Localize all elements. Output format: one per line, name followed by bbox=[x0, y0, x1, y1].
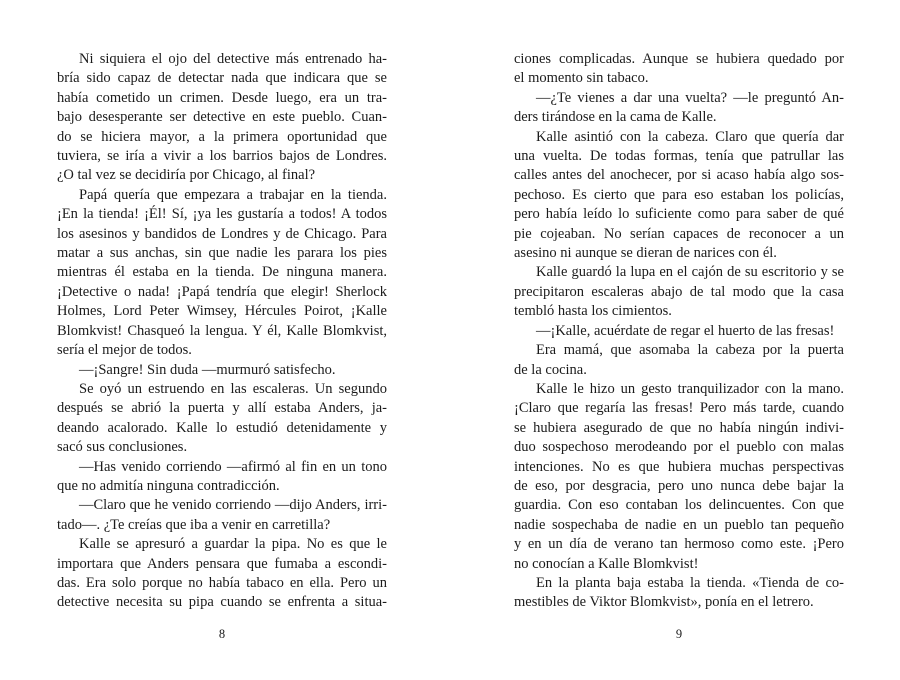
paragraph bbox=[514, 89, 844, 128]
text-line: —Claro que he venido corriendo —dijo Anders, irri- bbox=[79, 497, 387, 514]
paragraph bbox=[57, 380, 387, 458]
text-line: bría sido capaz de detectar nada que indicara que se bbox=[57, 70, 387, 87]
text-line: —Has venido corriendo —afirmó al fin en un tono bbox=[79, 458, 387, 475]
text-line: de la cocina. bbox=[514, 361, 587, 378]
text-line: ciones complicadas. Aunque se hubiera quedado por bbox=[514, 51, 844, 67]
paragraph bbox=[514, 263, 844, 321]
page-right-text bbox=[514, 50, 844, 613]
text-line: Kalle asintió con la cabeza. Claro que quería dar bbox=[536, 128, 844, 145]
text-line: tuviera, se iría a vivir a los barrios bajos de Londres. bbox=[57, 148, 387, 165]
text-line: Kalle le hizo un gesto tranquilizador con la mano. bbox=[536, 380, 844, 397]
paragraph bbox=[57, 50, 387, 186]
text-line: do se hiciera mayor, a la primera oportunidad que bbox=[57, 128, 387, 145]
text-line: y en un día de verano tan hermoso como este. ¡Pero bbox=[514, 536, 844, 553]
text-line: nadie sospechaba de nadie en un pueblo tan pequeño bbox=[514, 516, 844, 533]
text-line: el momento sin tabaco. bbox=[514, 70, 649, 87]
text-line: sería el mejor de todos. bbox=[57, 342, 192, 359]
page-number-left: 8 bbox=[218, 627, 226, 641]
text-line: deando acalorado. Kalle lo estudió detenidamente y bbox=[57, 419, 387, 436]
text-line: se hubiera asegurado de que no había ningún indivi- bbox=[514, 419, 844, 436]
text-line: ¡En la tienda! ¡Él! Sí, ¡ya les gustaría a todos! A todos bbox=[57, 206, 387, 223]
text-line: Ni siquiera el ojo del detective más entrenado ha- bbox=[79, 51, 387, 67]
text-line: había cometido un crimen. Desde luego, era un tra- bbox=[57, 89, 387, 106]
text-line: pero había leído lo suficiente como para saber de qué bbox=[514, 206, 844, 223]
text-line: Holmes, Lord Peter Wimsey, Hércules Poirot, ¡Kalle bbox=[57, 303, 387, 320]
text-line: de eso, por desgracia, pero uno nunca debe bajar la bbox=[514, 477, 844, 494]
paragraph bbox=[514, 322, 844, 341]
text-line: —¡Kalle, acuérdate de regar el huerto de las fresas! bbox=[536, 322, 835, 339]
text-line: duo sospechoso merodeando por el pueblo con malas bbox=[514, 439, 844, 456]
text-line: tembló hasta los cimientos. bbox=[514, 303, 672, 320]
text-line: intenciones. No es que hubiera muchas perspectivas bbox=[514, 458, 844, 475]
paragraph bbox=[57, 186, 387, 361]
text-line: precipitaron escaleras abajo de tal modo que la casa bbox=[514, 283, 844, 300]
text-line: ¡Claro que regaría las fresas! Pero más tarde, cuando bbox=[514, 400, 844, 417]
text-line: ders tirándose en la cama de Kalle. bbox=[514, 109, 717, 126]
text-line: —¡Sangre! Sin duda —murmuró satisfecho. bbox=[79, 361, 336, 378]
text-line: los asesinos y bandidos de Londres y de Chicago. Para bbox=[57, 225, 387, 242]
text-line: bajo desesperante ser detective en este pueblo. Cuan- bbox=[57, 109, 387, 126]
text-line: Kalle guardó la lupa en el cajón de su escritorio y se bbox=[536, 264, 844, 281]
paragraph bbox=[514, 341, 844, 380]
text-line: mestibles de Viktor Blomkvist», ponía en el letrero. bbox=[514, 594, 814, 611]
text-line: pechoso. Es cierto que para eso estaban los policías, bbox=[514, 186, 844, 203]
text-line: matar a sus anchas, sin que nadie les parara los pies bbox=[57, 245, 387, 262]
text-line: que no admitía ninguna contradicción. bbox=[57, 477, 280, 494]
text-line: Kalle se apresuró a guardar la pipa. No es que le bbox=[79, 536, 387, 553]
text-line: una vuelta. De todas formas, tenía que patrullar las bbox=[514, 148, 844, 165]
text-line: —¿Te vienes a dar una vuelta? —le preguntó An- bbox=[536, 89, 844, 106]
paragraph bbox=[514, 50, 844, 89]
text-line: Papá quería que empezara a trabajar en la tienda. bbox=[79, 186, 387, 203]
paragraph bbox=[57, 535, 387, 613]
paragraph bbox=[514, 380, 844, 574]
page-number-right: 9 bbox=[675, 627, 683, 641]
paragraph bbox=[514, 128, 844, 264]
text-line: no conocían a Kalle Blomkvist! bbox=[514, 555, 699, 572]
text-line: guardia. Con eso contaban los delincuentes. Con que bbox=[514, 497, 844, 514]
text-line: sacó sus conclusiones. bbox=[57, 439, 188, 456]
text-line: calles antes del anochecer, por si acaso había algo sos- bbox=[514, 167, 844, 184]
text-line: Blomkvist! Chasqueó la lengua. Y él, Kalle Blomkvist, bbox=[57, 322, 387, 339]
text-line: ¿O tal vez se decidiría por Chicago, al final? bbox=[57, 167, 316, 184]
text-line: asesino ni aunque se dieran de narices con él. bbox=[514, 245, 777, 262]
text-line: importara que Anders pensara que fumaba a escondi- bbox=[57, 555, 387, 572]
paragraph bbox=[57, 496, 387, 535]
text-line: En la planta baja estaba la tienda. «Tienda de co- bbox=[536, 574, 844, 591]
paragraph bbox=[57, 361, 387, 380]
text-line: pie cojeaban. No serían capaces de reconocer a un bbox=[514, 225, 844, 242]
text-line: Era mamá, que asomaba la cabeza por la puerta bbox=[536, 342, 844, 359]
paragraph bbox=[57, 458, 387, 497]
paragraph bbox=[514, 574, 844, 613]
text-line: mientras él estaba en la tienda. De ninguna manera. bbox=[57, 264, 387, 281]
page-left-text bbox=[57, 50, 387, 613]
text-line: detective necesita su pipa cuando se enfrenta a situa- bbox=[57, 594, 387, 611]
text-line: ¡Detective o nada! ¡Papá tendría que elegir! Sherlock bbox=[57, 283, 387, 300]
text-line: das. Era solo porque no había tabaco en ella. Pero un bbox=[57, 574, 387, 591]
text-line: después se abrió la puerta y allí estaba Anders, ja- bbox=[57, 400, 387, 417]
text-line: tado—. ¿Te creías que iba a venir en carretilla? bbox=[57, 516, 331, 533]
text-line: Se oyó un estruendo en las escaleras. Un segundo bbox=[79, 380, 387, 397]
